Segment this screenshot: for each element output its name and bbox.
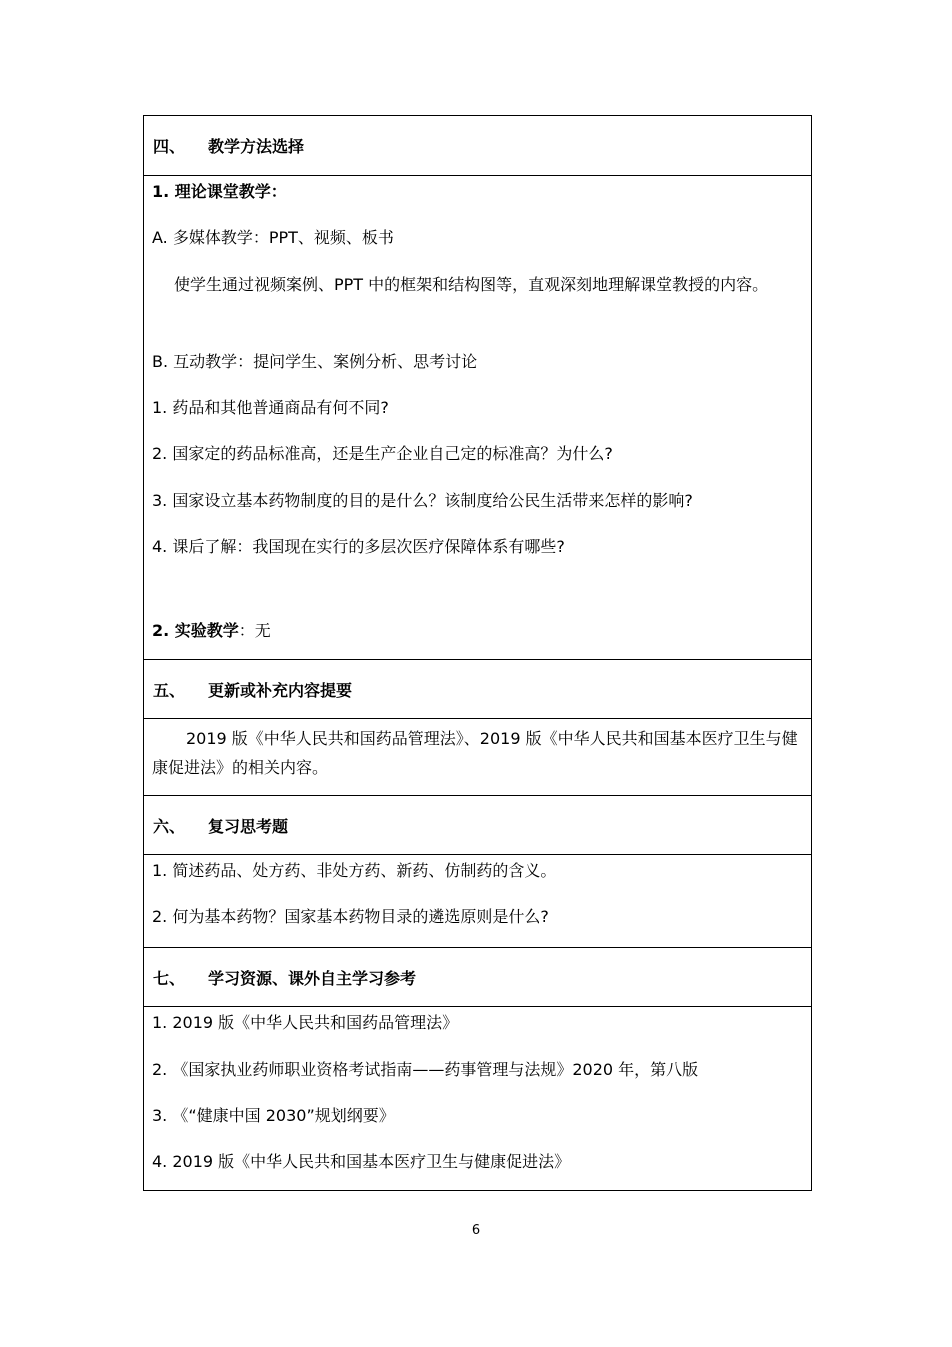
lab-heading-text: 实验教学 [174, 621, 239, 640]
multimedia-description: 使学生通过视频案例、PPT 中的框架和结构图等，直观深刻地理解课堂教授的内容。 [174, 275, 769, 294]
section-6-number: 六、 [153, 816, 186, 836]
theory-heading-number: 1. [152, 182, 175, 201]
section-5-title: 更新或补充内容提要 [208, 680, 353, 700]
reference-item: 4. 2019 版《中华人民共和国基本医疗卫生与健康促进法》 [152, 1152, 571, 1171]
review-question: 1. 简述药品、处方药、非处方药、新药、仿制药的含义。 [152, 861, 557, 880]
lab-value: ：无 [238, 621, 271, 640]
section-4-title: 教学方法选择 [208, 137, 305, 156]
section-4-body [144, 175, 811, 659]
lesson-plan-table [143, 115, 812, 1191]
question-item: 4. 课后了解：我国现在实行的多层次医疗保障体系有哪些? [152, 537, 565, 556]
theory-heading [152, 180, 287, 204]
reference-item: 2. 《国家执业药师职业资格考试指南——药事管理与法规》2020 年，第八版 [152, 1060, 699, 1079]
theory-heading-text: 理论课堂教学 [174, 182, 271, 201]
section-4-header [144, 116, 811, 175]
reference-item: 3. 《“健康中国 2030”规划纲要》 [152, 1106, 395, 1125]
question-item: 2. 国家定的药品标准高，还是生产企业自己定的标准高？为什么? [152, 444, 613, 463]
supplement-content: 2019 版《中华人民共和国药品管理法》、2019 版《中华人民共和国基本医疗卫生与健康促进法》的相关内容。 [152, 729, 798, 777]
multimedia-teaching: A. 多媒体教学：PPT、视频、板书 [152, 228, 394, 247]
section-6-header [144, 795, 811, 854]
question-item: 1. 药品和其他普通商品有何不同? [152, 398, 389, 417]
page-number: 6 [471, 1223, 481, 1238]
lab-teaching [152, 619, 271, 643]
reference-item: 1. 2019 版《中华人民共和国药品管理法》 [152, 1013, 459, 1032]
section-7-number: 七、 [153, 968, 186, 988]
review-question: 2. 何为基本药物？国家基本药物目录的遴选原则是什么? [152, 907, 549, 926]
section-7-header [144, 947, 811, 1006]
section-7-title: 学习资源、课外自主学习参考 [208, 968, 417, 988]
section-6-title: 复习思考题 [208, 816, 289, 836]
section-5-header [144, 659, 811, 718]
question-item: 3. 国家设立基本药物制度的目的是什么？该制度给公民生活带来怎样的影响? [152, 491, 693, 510]
section-5-number: 五、 [153, 680, 186, 700]
section-7-body [144, 1006, 811, 1190]
section-4-number: 四、 [153, 137, 186, 156]
section-5-body [144, 718, 811, 795]
section-6-body [144, 854, 811, 947]
lab-heading-number: 2. [152, 621, 175, 640]
interactive-teaching: B. 互动教学：提问学生、案例分析、思考讨论 [152, 352, 478, 371]
theory-heading-colon: ： [270, 182, 287, 201]
